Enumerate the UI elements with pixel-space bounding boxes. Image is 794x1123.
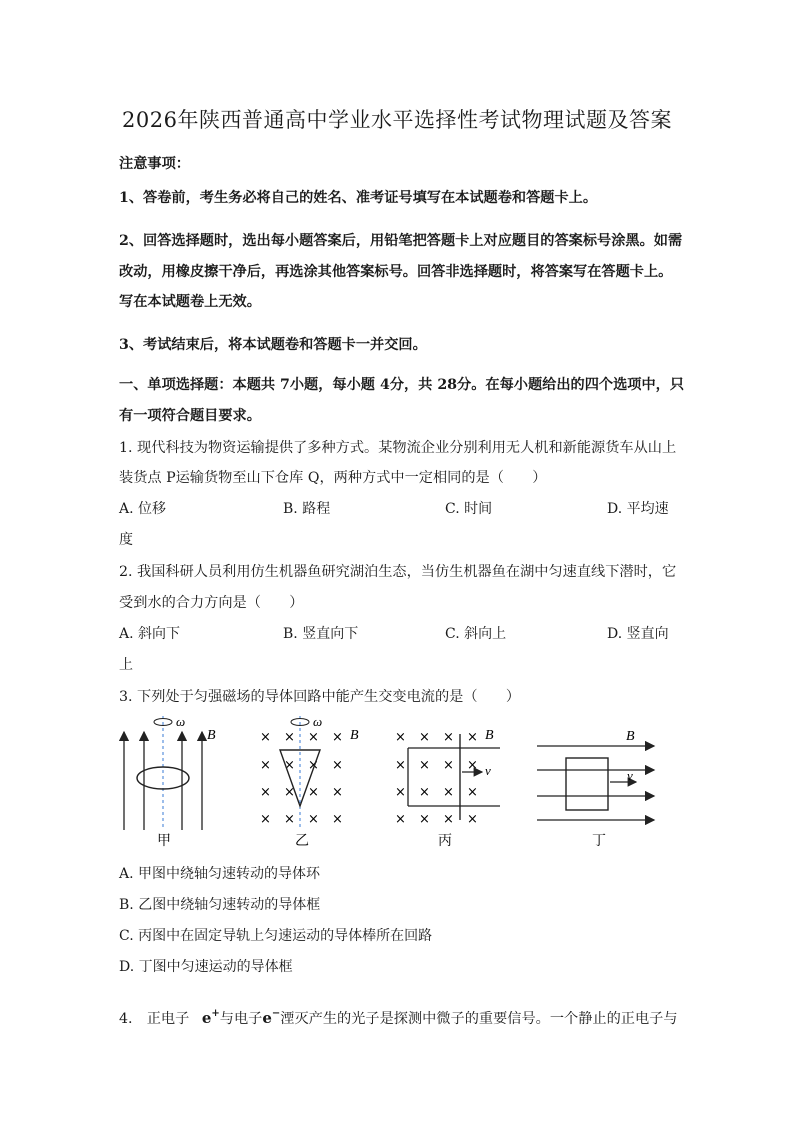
section-heading-cont: 有一项符合题目要求。 — [119, 408, 261, 424]
svg-text:×: × — [467, 758, 478, 773]
svg-text:×: × — [284, 758, 295, 773]
svg-text:×: × — [308, 785, 319, 800]
panel-bing — [395, 728, 500, 849]
ding-b-label: B — [626, 729, 635, 744]
svg-text:×: × — [308, 812, 319, 827]
notice-item-2: 2、回答选择题时，选出每小题答案后，用铅笔把答题卡上对应题目的答案标号涂黑。如需 — [119, 233, 683, 249]
ding-v-label: v — [627, 768, 633, 783]
q2-stem: 2. 我国科研人员利用仿生机器鱼研究湖泊生态，当仿生机器鱼在湖中匀速直线下潜时，它 — [119, 564, 677, 580]
q2-option-b: B. 竖直向下 — [283, 626, 359, 642]
svg-text:×: × — [443, 785, 454, 800]
q2-option-c: C. 斜向上 — [445, 626, 507, 642]
q3-stem: 3. 下列处于匀强磁场的导体回路中能产生交变电流的是（ ） — [119, 689, 521, 705]
svg-text:×: × — [284, 785, 295, 800]
panel-yi — [260, 714, 359, 849]
jia-omega: ω — [176, 714, 186, 729]
q3-option-c: C. 丙图中在固定导轨上匀速运动的导体棒所在回路 — [119, 928, 433, 944]
svg-text:×: × — [308, 730, 319, 745]
svg-text:×: × — [419, 730, 430, 745]
notice-item-3: 3、考试结束后，将本试题卷和答题卡一并交回。 — [119, 337, 427, 353]
bing-b-label: B — [485, 728, 494, 743]
q4-prefix: 4. 正电子 — [119, 1011, 190, 1027]
svg-text:×: × — [260, 730, 271, 745]
panel-ding — [537, 729, 654, 849]
bing-v-label: v — [485, 763, 491, 778]
positron-symbol: e+ — [201, 1008, 220, 1027]
q1-option-b: B. 路程 — [283, 501, 331, 517]
q3-figure — [112, 712, 672, 862]
section-heading: 一、单项选择题：本题共 7小题，每小题 4分，共 28分。在每小题给出的四个选项中，只 — [119, 377, 685, 393]
q1-option-c: C. 时间 — [445, 501, 493, 517]
svg-text:×: × — [419, 785, 430, 800]
svg-text:×: × — [332, 730, 343, 745]
svg-text:×: × — [443, 758, 454, 773]
svg-text:×: × — [467, 785, 478, 800]
fig-label-yi: 乙 — [295, 833, 309, 849]
svg-text:×: × — [395, 758, 406, 773]
q2-option-d-wrap: 上 — [119, 657, 133, 673]
svg-text:×: × — [332, 758, 343, 773]
q3-option-d: D. 丁图中匀速运动的导体框 — [119, 959, 293, 975]
svg-text:×: × — [260, 812, 271, 827]
notice-heading: 注意事项： — [119, 156, 190, 172]
svg-text:×: × — [443, 812, 454, 827]
fig-label-ding: 丁 — [592, 833, 606, 849]
q3-option-a: A. 甲图中绕轴匀速转动的导体环 — [119, 866, 321, 882]
notice-item-1: 1、答卷前，考生务必将自己的姓名、准考证号填写在本试题卷和答题卡上。 — [119, 190, 598, 206]
fig-label-bing: 丙 — [438, 833, 452, 849]
q1-option-d-wrap: 度 — [119, 532, 133, 548]
svg-text:×: × — [467, 730, 478, 745]
svg-text:×: × — [443, 730, 454, 745]
notice-item-2-cont: 改动，用橡皮擦干净后，再选涂其他答案标号。回答非选择题时，将答案写在答题卡上。 — [119, 264, 673, 280]
q1-option-d: D. 平均速 — [607, 501, 669, 517]
yi-b-label: B — [350, 728, 359, 743]
q4-rest: 湮灭产生的光子是探测中微子的重要信号。一个静止的正电子与 — [280, 1011, 678, 1027]
panel-jia — [124, 714, 216, 849]
svg-text:×: × — [284, 812, 295, 827]
svg-text:×: × — [419, 758, 430, 773]
svg-text:×: × — [284, 730, 295, 745]
notice-item-2-end: 写在本试题卷上无效。 — [119, 294, 261, 310]
q2-option-a: A. 斜向下 — [119, 626, 181, 642]
q1-option-a: A. 位移 — [119, 501, 167, 517]
svg-text:×: × — [419, 812, 430, 827]
svg-text:×: × — [332, 812, 343, 827]
svg-text:×: × — [467, 812, 478, 827]
svg-text:×: × — [260, 758, 271, 773]
fig-label-jia: 甲 — [157, 833, 171, 849]
q3-option-b: B. 乙图中绕轴匀速转动的导体框 — [119, 897, 321, 913]
svg-text:×: × — [395, 812, 406, 827]
q1-stem: 1. 现代科技为物资运输提供了多种方式。某物流企业分别利用无人机和新能源货车从山上 — [119, 440, 677, 456]
q4-stem — [119, 1008, 679, 1028]
svg-text:×: × — [308, 758, 319, 773]
svg-text:×: × — [332, 785, 343, 800]
electron-symbol: e− — [262, 1008, 281, 1027]
q2-stem-cont: 受到水的合力方向是（ ） — [119, 595, 304, 611]
q4-mid: 与电子 — [219, 1011, 263, 1027]
q1-stem-cont: 装货点 P运输货物至山下仓库 Q，两种方式中一定相同的是（ ） — [119, 470, 547, 486]
svg-text:×: × — [260, 785, 271, 800]
yi-field-crosses — [260, 730, 343, 827]
q2-option-d: D. 竖直向 — [607, 626, 669, 642]
yi-omega: ω — [313, 714, 323, 729]
svg-text:×: × — [395, 785, 406, 800]
jia-b-label: B — [207, 728, 216, 743]
svg-text:×: × — [395, 730, 406, 745]
exam-title: 2026年陕西普通高中学业水平选择性考试物理试题及答案 — [122, 108, 672, 132]
